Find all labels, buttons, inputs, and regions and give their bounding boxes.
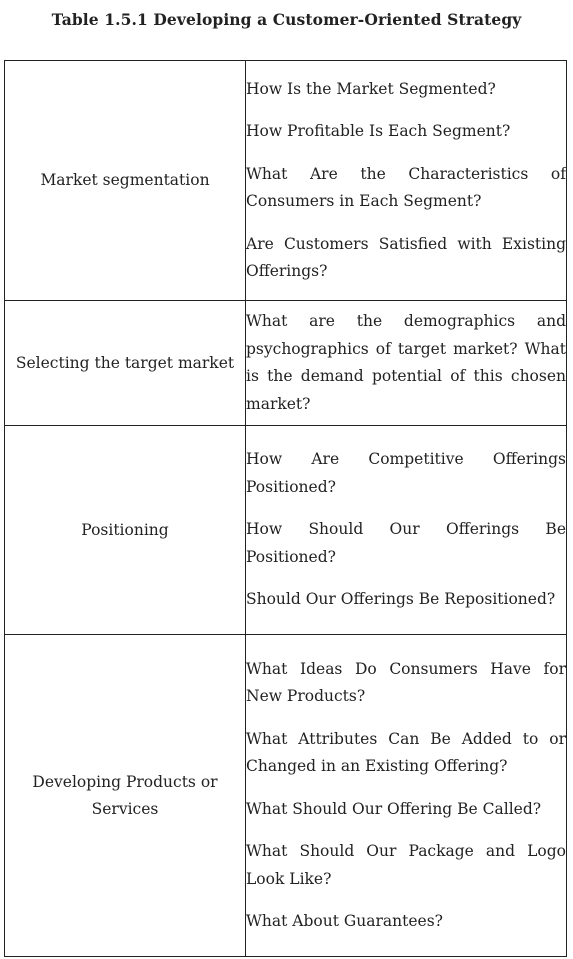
table-title: Table 1.5.1 Developing a Customer-Oriented Strategy — [51, 10, 522, 29]
row-label-market-segmentation: Market segmentation — [5, 61, 246, 301]
question-item: Are Customers Satisfied with Existing Offerings? — [246, 234, 566, 280]
row-questions — [246, 61, 567, 301]
row-label-target-market: Selecting the target market — [5, 301, 246, 426]
question-item: How Should Our Offerings Be Positioned? — [246, 520, 566, 566]
question-item: How Profitable Is Each Segment? — [246, 122, 511, 140]
question-item: What About Guarantees? — [246, 912, 443, 930]
row-label-developing-products: Developing Products or Services — [5, 635, 246, 957]
question-item: What Attributes Can Be Added to or Changed in an Existing Offering? — [246, 729, 566, 775]
question-item: What are the demographics and psychographics of target market? What is the demand potential of this chosen market? — [246, 312, 566, 413]
question-item: What Should Our Package and Logo Look Like? — [246, 842, 566, 888]
question-item: What Should Our Offering Be Called? — [246, 799, 542, 818]
question-item: Should Our Offerings Be Repositioned? — [246, 590, 556, 609]
table-row — [5, 301, 567, 426]
question-item: What Are the Characteristics of Consumers in Each Segment? — [246, 164, 566, 210]
question-item: How Is the Market Segmented? — [246, 79, 496, 98]
row-questions — [246, 635, 567, 957]
row-label-positioning: Positioning — [5, 426, 246, 635]
row-questions — [246, 426, 567, 635]
table-row — [5, 426, 567, 635]
row-questions — [246, 301, 567, 426]
strategy-table — [4, 60, 567, 957]
question-item: How Are Competitive Offerings Positioned? — [246, 450, 566, 496]
table-row — [5, 635, 567, 957]
table-row — [5, 61, 567, 301]
question-item: What Ideas Do Consumers Have for New Products? — [246, 659, 566, 705]
